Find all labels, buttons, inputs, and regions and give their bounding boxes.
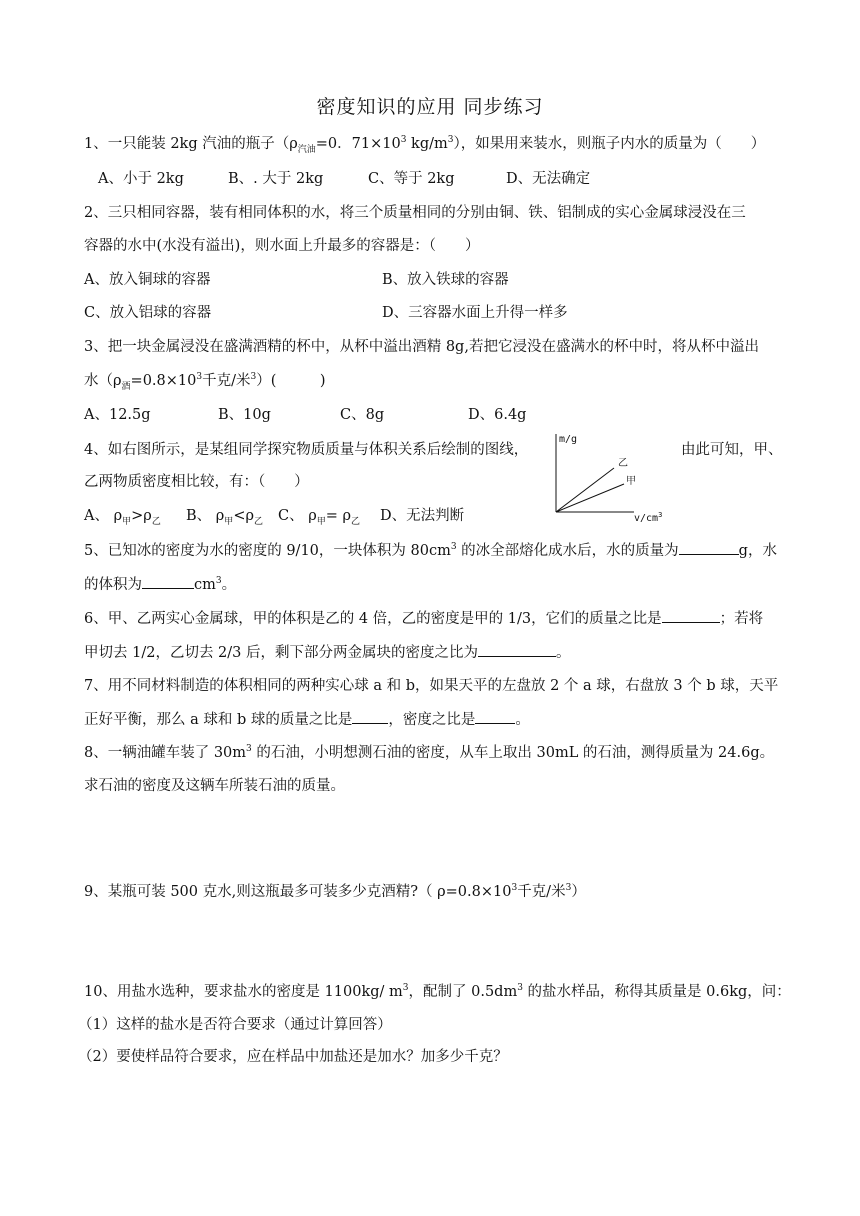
answer-blank[interactable]: [478, 642, 556, 657]
answer-blank[interactable]: [679, 540, 739, 555]
question-1-stem: 1、一只能装 2kg 汽油的瓶子（$\rho_{汽油}=0$．$71\times 10^3$ $kg/m^3$），如果用来装水，则瓶子内水的质量为（ ）: [84, 135, 766, 155]
question-3-option-c: C、8g: [340, 407, 385, 423]
question-7-line-1: 7、用不同材料制造的体积相同的两种实心球 a 和 b，如果天平的左盘放 2 个 a 球，右盘放 3 个 b 球，天平: [84, 678, 779, 694]
question-5-line-1: 5、已知冰的密度为水的密度的 9/10，一块体积为 $80cm^3$ 的冰全部熔化成水后，水的质量为 g，水: [84, 540, 777, 561]
question-4-line-2: 乙两物质密度相比较，有：（ ）: [84, 474, 309, 490]
question-4-option-d: D、无法判断: [380, 508, 465, 524]
question-3-line-2: 水（$\rho_酒=0.8\times 10^3$千克/米$^3$）( ): [84, 372, 326, 392]
question-4-option-b: B、 $\rho_甲<\rho_乙$: [186, 508, 264, 527]
question-2-option-d: D、三容器水面上升得一样多: [382, 305, 568, 321]
question-3-option-b: B、10g: [218, 407, 271, 423]
question-8-line-2: 求石油的密度及这辆车所装石油的质量。: [84, 778, 345, 794]
question-2-line-1: 2、三只相同容器，装有相同体积的水，将三个质量相同的分别由铜、铁、铝制成的实心金属球浸没在三: [84, 205, 746, 221]
question-3-line-1: 3、把一块金属浸没在盛满酒精的杯中，从杯中溢出酒精 8g,若把它浸没在盛满水的杯中时，将从杯中溢出: [84, 339, 759, 355]
question-2-option-c: C、放入铝球的容器: [84, 305, 212, 321]
line-yi-label: 乙: [618, 458, 628, 469]
question-7-line-2: 正好平衡，那么 a 球和 b 球的质量之比是 ，密度之比是 。: [84, 709, 530, 730]
question-3-option-d: D、6.4g: [468, 407, 527, 423]
question-3-option-a: A、12.5g: [84, 407, 151, 423]
answer-blank[interactable]: [475, 709, 515, 724]
question-4-line-1: 4、如右图所示，是某组同学探究物质质量与体积关系后绘制的图线，: [84, 442, 529, 458]
mass-volume-graph: [548, 428, 678, 524]
question-6-line-1: 6、甲、乙两实心金属球，甲的体积是乙的 4 倍，乙的密度是甲的 1/3，它们的质量之比是 ；若将: [84, 608, 763, 629]
question-10-line-1: 10、用盐水选种，要求盐水的密度是 1100kg/ $m^3$，配制了 $0.5dm^3$ 的盐水样品，称得其质量是 0.6kg，问：: [84, 983, 791, 1000]
question-9: 9、某瓶可装 500 克水,则这瓶最多可装多少克酒精?（ $\rho=0.8\times 10^3$千克/米$^3$）: [84, 883, 586, 900]
question-1-option-d: D、无法确定: [506, 171, 591, 187]
question-8-line-1: 8、一辆油罐车装了 $30m^3$ 的石油，小明想测石油的密度，从车上取出 30mL 的石油，测得质量为 24.6g。: [84, 744, 775, 761]
line-jia: [556, 484, 624, 512]
answer-blank[interactable]: [352, 709, 388, 724]
question-2-option-a: A、放入铜球的容器: [84, 272, 211, 288]
y-axis-label: m/g: [559, 434, 578, 445]
question-10-part-2: （2）要使样品符合要求，应在样品中加盐还是加水？加多少千克？: [78, 1049, 508, 1065]
question-4-option-a: A、 $\rho_甲>\rho_乙$: [84, 508, 161, 527]
question-6-line-2: 甲切去 1/2，乙切去 2/3 后，剩下部分两金属块的密度之比为 。: [84, 642, 571, 663]
question-1-option-c: C、等于 2kg: [368, 171, 455, 187]
question-1-option-b: B、. 大于 2kg: [228, 171, 324, 187]
question-2-option-b: B、放入铁球的容器: [382, 272, 509, 288]
question-2-line-2: 容器的水中(水没有溢出)，则水面上升最多的容器是：（ ）: [84, 238, 480, 254]
answer-blank[interactable]: [142, 574, 194, 589]
line-jia-label: 甲: [626, 476, 636, 487]
page-title: 密度知识的应用 同步练习: [316, 96, 544, 118]
answer-blank[interactable]: [662, 608, 720, 623]
x-axis-label: $v/cm^3$: [634, 511, 663, 524]
line-yi: [556, 468, 614, 512]
question-1-option-a: A、小于 2kg: [98, 171, 184, 187]
question-10-part-1: （1）这样的盐水是否符合要求（通过计算回答）: [78, 1017, 392, 1033]
question-4-line-1-right: 由此可知，甲、: [681, 442, 783, 458]
question-4-option-c: C、 $\rho_甲= \rho_乙$: [278, 508, 361, 527]
question-5-line-2: 的体积为 $cm^3$。: [84, 574, 236, 595]
